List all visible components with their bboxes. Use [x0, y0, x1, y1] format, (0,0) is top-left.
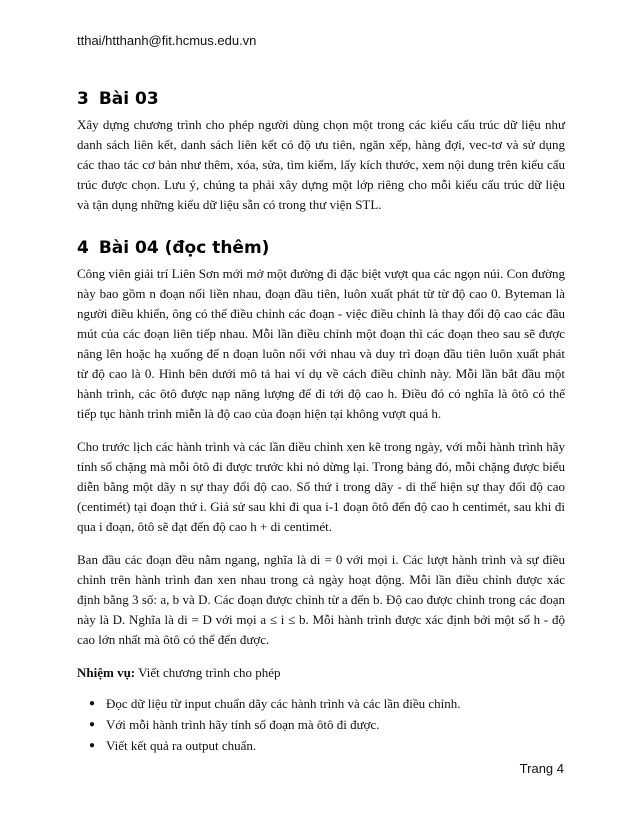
task-line: [77, 663, 565, 683]
section-3-title: Bài 03: [98, 89, 159, 109]
section-3-number: 3: [77, 89, 89, 109]
task-list-item: [77, 693, 565, 714]
bullet-dot-icon: ●: [89, 740, 96, 751]
document-body: [77, 88, 565, 756]
task-label: Nhiệm vụ:: [77, 665, 136, 680]
page-number: Trang 4: [519, 761, 564, 776]
section-4-paragraph-2: Cho trước lịch các hành trình và các lần điều chỉnh xen kẽ trong ngày, với mỗi hành trình hãy tính số chặng mà mỗi ôtô đi được trước khi nó dừng lại. Trong bảng đó, mỗi chặng được biểu diễn bằng một dãy n sự thay đổi độ cao. Số thứ i trong dãy - di thể hiện sự thay đổi độ cao (centimét) tại đoạn thứ i. Giả sử sau khi đi qua i-1 đoạn ôtô đến độ cao h centimét, sau khi đi qua i đoạn, ôtô sẽ đạt đến độ cao h + di centimét.: [77, 439, 565, 534]
task-list-item: [77, 735, 565, 756]
task-item-text: Đọc dữ liệu từ input chuẩn dãy các hành trình và các lần điều chỉnh.: [106, 696, 461, 711]
task-item-text: Với mỗi hành trình hãy tính số đoạn mà ôtô đi được.: [106, 717, 380, 732]
section-3-body: Xây dựng chương trình cho phép người dùng chọn một trong các kiểu cấu trúc dữ liệu như danh sách liên kết, danh sách liên kết có độ ưu tiên, ngăn xếp, hàng đợi, vec-tơ và sử dụng các thao tác cơ bản như thêm, xóa, sửa, tìm kiếm, lấy kích thước, xem nội dung trên kiểu cấu trúc được chọn. Lưu ý, chúng ta phải xây dựng một lớp riêng cho mỗi kiểu cấu trúc dữ liệu và tận dụng những kiểu dữ liệu sẵn có trong thư viện STL.: [77, 117, 565, 212]
section-4-heading: [77, 237, 565, 259]
section-3-heading: [77, 88, 565, 110]
task-list-item: [77, 714, 565, 735]
task-list: [77, 693, 565, 756]
task-text: Viết chương trình cho phép: [135, 665, 281, 680]
section-4-number: 4: [77, 238, 89, 258]
bullet-dot-icon: ●: [89, 698, 96, 709]
section-4-paragraph-1: Công viên giải trí Liên Sơn mới mở một đường đi đặc biệt vượt qua các ngọn núi. Con đường này bao gồm n đoạn nối liền nhau, đoạn đầu tiên, luôn xuất phát từ từ độ cao 0. Byteman là người điều khiển, ông có thể điều chỉnh các đoạn - việc điều chỉnh là thay đổi độ cao các đầu mút của các đoạn liên tiếp nhau. Mỗi lần điều chỉnh một đoạn thì các đoạn theo sau sẽ được nâng lên hoặc hạ xuống để n đoạn luôn nối với nhau và duy trì đoạn đầu tiên luôn xuất phát từ độ cao là 0. Hình bên dưới mô tả hai ví dụ về cách điều chỉnh này. Mỗi lần bắt đầu một hành trình, các ôtô được nạp năng lượng để đi tới độ cao h. Điều đó có nghĩa là ôtô có thể tiếp tục hành trình miễn là độ cao của đoạn hiện tại không vượt quá h.: [77, 266, 565, 421]
bullet-dot-icon: ●: [89, 719, 96, 730]
section-4-paragraph-3: Ban đầu các đoạn đều nằm ngang, nghĩa là di = 0 với mọi i. Các lượt hành trình và sự điều chỉnh trên hành trình đan xen nhau trong cả ngày hoạt động. Mỗi lần điều chỉnh được xác định bằng 3 số: a, b và D. Các đoạn được chỉnh từ a đến b. Độ cao được chỉnh trong các đoạn này là D. Nghĩa là di = D với mọi a ≤ i ≤ b. Mỗi hành trình được xác định bởi một số h - độ cao lớn nhất mà ôtô có thể đến được.: [77, 552, 565, 647]
header-email: tthai/htthanh@fit.hcmus.edu.vn: [77, 33, 257, 48]
section-4-title: Bài 04 (đọc thêm): [98, 238, 270, 258]
task-item-text: Viết kết quả ra output chuẩn.: [106, 738, 257, 753]
